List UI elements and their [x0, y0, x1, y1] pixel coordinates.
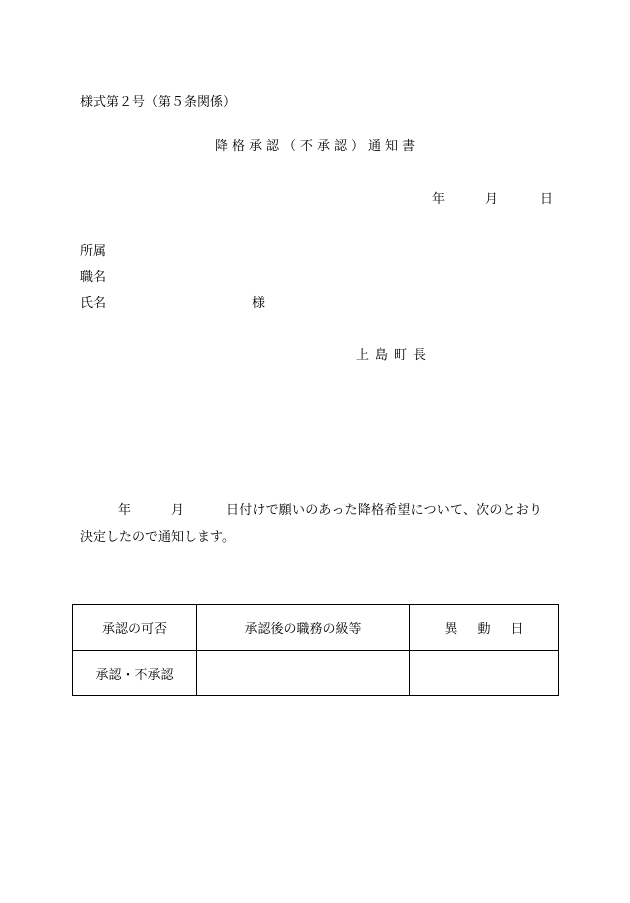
form-number: 様式第２号（第５条関係）: [80, 95, 237, 110]
issuer: 上島町長: [356, 348, 433, 363]
cell-approval: 承認・不承認: [73, 651, 197, 696]
table-row: [73, 651, 559, 696]
table-header-row: [73, 605, 559, 651]
document-title: 降格承認（不承認）通知書: [215, 139, 420, 154]
cell-transfer-date: [410, 651, 559, 696]
date-day-label: 日: [540, 192, 554, 207]
date-month-label: 月: [485, 192, 499, 207]
date-year-label: 年: [432, 192, 446, 207]
header-approval: 承認の可否: [73, 605, 197, 651]
affiliation-label: 所属: [80, 244, 107, 259]
body-year-label: 年: [118, 503, 132, 518]
position-label: 職名: [80, 270, 107, 285]
approval-table: [72, 604, 559, 696]
body-text-line1: 日付けで願いのあった降格希望について、次のとおり: [226, 503, 543, 518]
name-label: 氏名: [80, 296, 107, 311]
cell-grade: [197, 651, 410, 696]
body-month-label: 月: [171, 503, 185, 518]
body-text-line2: 決定したので通知します。: [80, 530, 235, 545]
honorific: 様: [252, 296, 266, 311]
header-transfer-date: 異動日: [410, 605, 559, 651]
header-grade: 承認後の職務の級等: [197, 605, 410, 651]
